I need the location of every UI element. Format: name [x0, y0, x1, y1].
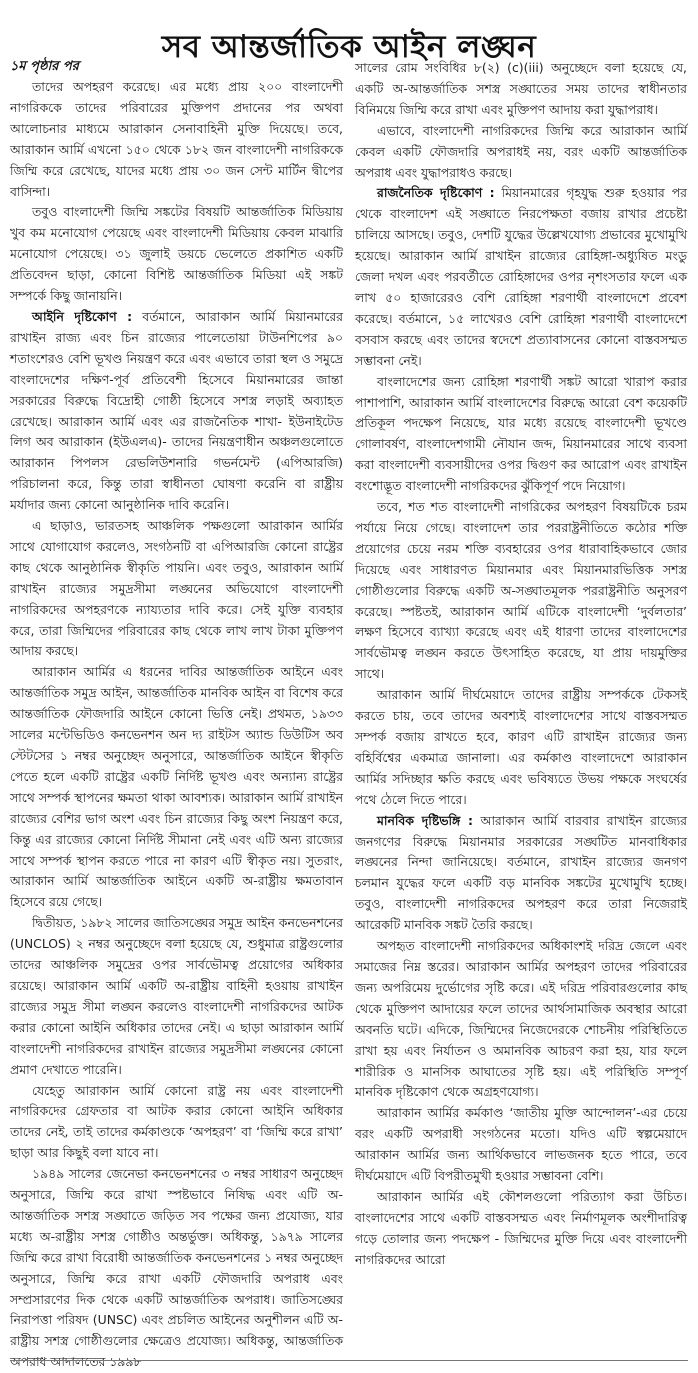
- paragraph-text: তাদের অপহরণ করেছে। এর মধ্যে প্রায় ২০০ বাংলাদেশী নাগরিককে তাদের পরিবারের মুক্তিপণ প্রদানের পর অথবা আলোচনার মাধ্যমে আরাকান সেনাবাহিনী মুক্তি দিয়েছে। তবে, আরাকান আর্মি এখনো ১৫০ থেকে ১৮২ জন বাংলাদেশী নাগরিককে জিম্মি করে রেখেছে, যাদের মধ্যে প্রায় ৩০ জন সেন্ট মার্টিন দ্বীপের বাসিন্দা।: [10, 79, 343, 199]
- paragraph-text: এ ছাড়াও, ভারতসহ আঞ্চলিক পক্ষগুলো আরাকান আর্মির সাথে যোগাযোগ করলেও, সংগঠনটি বা এপিআরজি কোনো রাষ্ট্রের কাছ থেকে আনুষ্ঠানিক স্বীকৃতি পায়নি। এবং তবুও, আরাকান আর্মি রাখাইন রাজ্যের সমুদ্রসীমা লঙ্ঘনের অভিযোগে বাংলাদেশী নাগরিকদের অপহরণকে ন্যায্যতার দাবি করে। সেই যুক্তি ব্যবহার করে, তারা জিম্মিদের পরিবারের কাছ থেকে লাখ লাখ টাকা মুক্তিপণ আদায় করছে।: [10, 518, 343, 659]
- paragraph: [10, 77, 343, 202]
- left-column-body: [10, 77, 343, 1373]
- paragraph: [10, 913, 343, 1080]
- paragraph-text: আরাকান আর্মির এই কৌশলগুলো পরিত্যাগ করা উচিত। বাংলাদেশের সাথে একটি বাস্তবসম্মত এবং নির্মাণমূলক অংশীদারিত্ব গড়ে তোলার জন্য পদক্ষেপ - জিম্মিদের মুক্তি দিয়ে এবং বাংলাদেশী নাগরিকদের আরো: [355, 1188, 687, 1267]
- paragraph-text: মিয়ানমারের গৃহযুদ্ধ শুরু হওয়ার পর থেকে বাংলাদেশ এই সঙ্ঘাতে নিরপেক্ষতা বজায় রাখার প্রচেষ্টা চালিয়ে আসছে। তবুও, দেশটি যুদ্ধের উল্লেখযোগ্য প্রভাবের মুখোমুখি হয়েছে। আরাকান আর্মি রাখাইন রাজ্যের রোহিঙ্গা-অধ্যুষিত মংডু জেলা দখল এবং পরবর্তীতে রোহিঙ্গাদের ওপর নৃশংসতার ফলে এক লাখ ৫০ হাজারেরও বেশি রোহিঙ্গা শরণার্থী বাংলাদেশে প্রবেশ করেছে। বর্তমানে, ১৫ লাখেরও বেশি রোহিঙ্গা শরণার্থী বাংলাদেশে বসবাস করছে এবং তাদের স্বদেশে প্রত্যাবাসনের কোনো বাস্তবসম্মত সম্ভাবনা নেই।: [355, 185, 687, 368]
- right-column: [355, 58, 687, 1271]
- paragraph: [355, 58, 687, 121]
- bottom-rule: [10, 1360, 688, 1361]
- continuation-label: ১ম পৃষ্ঠার পর: [10, 59, 79, 74]
- paragraph: [355, 1187, 687, 1271]
- paragraph: [355, 372, 687, 497]
- paragraph-text: অপহৃত বাংলাদেশী নাগরিকদের অধিকাংশই দরিদ্র জেলে এবং সমাজের নিম্ন স্তরের। আরাকান আর্মির অপহরণ তাদের পরিবারের জন্য অপরিমেয় দুর্ভোগের সৃষ্টি করে। এই দরিদ্র পরিবারগুলোর কাছ থেকে মুক্তিপণ আদায়ের ফলে তাদের আর্থসামাজিক অবস্থার আরো অবনতি ঘটে। এদিকে, জিম্মিদের নিজেদেরকে শোচনীয় পরিস্থিতিতে রাখা হয় এবং নির্যাতন ও অমানবিক আচরণ করা হয়, যার ফলে শারীরিক ও মানসিক আঘাতের সৃষ্টি হয়। এই পরিস্থিতি সম্পূর্ণ মানবিক দৃষ্টিকোণ থেকে অগ্রহণযোগ্য।: [355, 938, 687, 1100]
- right-column-body: [355, 58, 687, 1271]
- paragraph-text: দ্বিতীয়ত, ১৯৮২ সালের জাতিসঙ্ঘের সমুদ্র আইন কনভেনশনের (UNCLOS) ২ নম্বর অনুচ্ছেদে বলা হয়েছে যে, শুধুমাত্র রাষ্ট্রগুলোর তাদের আঞ্চলিক সমুদ্রের ওপর সার্বভৌমত্ব প্রয়োগের অধিকার রয়েছে। আরাকান আর্মি একটি অ-রাষ্ট্রীয় বাহিনী হওয়ায় রাখাইন রাজ্যের সমুদ্র সীমা লঙ্ঘন করলেও বাংলাদেশী নাগরিকদের আটক করার কোনো আইনি অধিকার তাদের নেই। এ ছাড়া আরাকান আর্মি বাংলাদেশী নাগরিকদের রাখাইন রাজ্যের সমুদ্রসীমা লঙ্ঘনের কোনো প্রমাণ দেখাতে পারেনি।: [10, 915, 343, 1077]
- paragraph: [355, 497, 687, 685]
- paragraph-text: আরাকান আর্মির কর্মকাণ্ড ‘জাতীয় মুক্তি আন্দোলন’-এর চেয়ে বরং একটি অপরাধী সংগঠনের মতো। যদিও এটি স্বল্পমেয়াদে আরাকান আর্মির জন্য আর্থিকভাবে লাভজনক হতে পারে, তবে দীর্ঘমেয়াদে এটি বিপরীতমুখী হওয়ার সম্ভাবনা বেশি।: [355, 1105, 687, 1184]
- section-subhead: মানবিক দৃষ্টিভঙ্গি :: [377, 812, 474, 828]
- paragraph: [355, 121, 687, 184]
- paragraph-text: বর্তমানে, আরাকান আর্মি মিয়ানমারের রাখাইন রাজ্য এবং চিন রাজ্যের পালেতোয়া টাউনশিপের ৯০ শতাংশেরও বেশি ভূখণ্ড নিয়ন্ত্রণ করে এবং এভাবে তারা স্থল ও সমুদ্রে বাংলাদেশের দক্ষিণ-পূর্ব প্রতিবেশী হিসেবে মিয়ানমারের জান্তা সরকারের বিরুদ্ধে বিদ্রোহী গোষ্ঠী হিসেবে সশস্ত্র লড়াই অব্যাহত রেখেছে। আরাকান আর্মি এবং এর রাজনৈতিক শাখা- ইউনাইটেড লিগ অব আরাকান (ইউএলএ)- তাদের নিয়ন্ত্রণাধীন অঞ্চলগুলোতে আরাকান পিপলস রেভলিউশনারি গভর্নমেন্ট (এপিআরজি) পরিচালনা করে, কিন্তু তারা স্বাধীনতা ঘোষণা করেনি বা রাষ্ট্রীয় মর্যাদার জন্য কোনো আনুষ্ঠানিক দাবি করেনি।: [10, 308, 343, 513]
- section-subhead: রাজনৈতিক দৃষ্টিকোণ :: [377, 185, 495, 201]
- paragraph: [10, 516, 343, 662]
- paragraph-text: আরাকান আর্মির এ ধরনের দাবির আন্তর্জাতিক আইনে এবং আন্তর্জাতিক সমুদ্র আইন, আন্তর্জাতিক মানবিক আইন বা বিশেষ করে আন্তর্জাতিক ফৌজদারি আইনে কোনো ভিত্তি নেই। প্রথমত, ১৯৩৩ সালের মন্টেভিডিও কনভেনশন অন দ্য রাইটস অ্যান্ড ডিউটিস অব স্টেটসের ১ নম্বর অনুচ্ছেদ অনুসারে, আন্তর্জাতিক আইনে স্বীকৃতি পেতে হলে একটি রাষ্ট্রের একটি নির্দিষ্ট ভূখণ্ড এবং অন্যান্য রাষ্ট্রের সাথে সম্পর্ক স্থাপনের ক্ষমতা থাকা আবশ্যক। আরাকান আর্মি রাখাইন রাজ্যের বেশির ভাগ অংশ এবং চিন রাজ্যের কিছু অংশ নিয়ন্ত্রণ করে, কিন্তু এর রাজ্যের কোনো নির্দিষ্ট সীমানা নেই এবং এটি অন্য রাজ্যের সাথে সম্পর্ক স্থাপন করতে পারে না কারণ এটি স্বীকৃত নয়। সুতরাং, আরাকান আর্মি আন্তর্জাতিক আইনে একটি অ-রাষ্ট্রীয় ক্ষমতাবান হিসেবে রয়ে গেছে।: [10, 664, 343, 910]
- section-subhead: আইনি দৃষ্টিকোণ :: [32, 308, 133, 324]
- paragraph: [355, 811, 687, 936]
- paragraph: [355, 183, 687, 371]
- paragraph-text: এভাবে, বাংলাদেশী নাগরিকদের জিম্মি করে আরাকান আর্মি কেবল একটি ফৌজদারি অপরাধই নয়, বরং একটি আন্তর্জাতিক অপরাধ এবং যুদ্ধাপরাধও করছে।: [355, 122, 687, 180]
- paragraph: [355, 1103, 687, 1187]
- paragraph-text: ১৯৪৯ সালের জেনেভা কনভেনশনের ৩ নম্বর সাধারণ অনুচ্ছেদ অনুসারে, জিম্মি করে রাখা স্পষ্টভাবে নিষিদ্ধ এবং এটি অ-আন্তর্জাতিক সশস্ত্র সঙ্ঘাতে জড়িত সব পক্ষের জন্য প্রযোজ্য, যার মধ্যে অ-রাষ্ট্রীয় সশস্ত্র গোষ্ঠীও অন্তর্ভুক্ত। অধিকন্তু, ১৯৭৯ সালের জিম্মি করে রাখা বিরোধী আন্তর্জাতিক কনভেনশনের ১ নম্বর অনুচ্ছেদ অনুসারে, জিম্মি করে রাখা একটি ফৌজদারি অপরাধ এবং সম্প্রসারণের দিক থেকে একটি আন্তর্জাতিক অপরাধ। জাতিসঙ্ঘের নিরাপত্তা পরিষদ (UNSC) এবং প্রচলিত আইনের অনুশীলন এটি অ-রাষ্ট্রীয় সশস্ত্র গোষ্ঠীগুলোর ক্ষেত্রেও প্রযোজ্য। অধিকন্তু, আন্তর্জাতিক অপরাধ আদালতের ১৯৯৮: [10, 1166, 343, 1370]
- headline: সব আন্তর্জাতিক আইন লঙ্ঘন: [161, 28, 537, 65]
- paragraph-text: যেহেতু আরাকান আর্মি কোনো রাষ্ট্র নয় এবং বাংলাদেশী নাগরিকদের গ্রেফতার বা আটক করার কোনো আইনি অধিকার তাদের নেই, তাই তাদের কর্মকাণ্ডকে ‘অপহরণ’ বা ‘জিম্মি করে রাখা’ ছাড়া আর কিছুই বলা যাবে না।: [10, 1082, 343, 1161]
- paragraph-text: আরাকান আর্মি বারবার রাখাইন রাজ্যের জনগণের বিরুদ্ধে মিয়ানমার সরকারের সঙ্ঘটিত মানবাধিকার লঙ্ঘনের নিন্দা জানিয়েছে। বর্তমানে, রাখাইন রাজ্যের জনগণ চলমান যুদ্ধের ফলে একটি বড় মানবিক সঙ্কটের মুখোমুখি হচ্ছে। তবুও, বাংলাদেশী নাগরিকদের অপহরণ করে তারা নিজেরাই আরেকটি মানবিক সঙ্কট তৈরি করছে।: [355, 812, 687, 933]
- paragraph: [10, 202, 343, 307]
- paragraph: [10, 1081, 343, 1165]
- paragraph-text: সালের রোম সংবিধির ৮(২) (c)(iii) অনুচ্ছেদে বলা হয়েছে যে, একটি অ-আন্তর্জাতিক সশস্ত্র সঙ্ঘাতের সময় তাদের স্বাধীনতার বিনিময়ে জিম্মি করে রাখা এবং মুক্তিপণ আদায় করা যুদ্ধাপরাধ।: [355, 60, 687, 117]
- left-column: [10, 56, 343, 1373]
- paragraph: [355, 936, 687, 1103]
- paragraph: [10, 662, 343, 913]
- paragraph: [10, 1164, 343, 1373]
- paragraph-text: আরাকান আর্মি দীর্ঘমেয়াদে তাদের রাষ্ট্রীয় সম্পর্ককে টেকসই করতে চায়, তবে তাদের অবশ্যই বাংলাদেশের সাথে বাস্তবসম্মত সম্পর্ক বজায় রাখতে হবে, কারণ এটি রাখাইন রাজ্যের জন্য বহির্বিশ্বের একমাত্র জানালা। এর কর্মকাণ্ড বাংলাদেশে আরাকান আর্মির সদিচ্ছার ক্ষতি করছে এবং ভবিষ্যতে উভয় পক্ষকে সংঘর্ষের পথে ঠেলে দিতে পারে।: [355, 687, 687, 807]
- paragraph-text: তবুও বাংলাদেশী জিম্মি সঙ্কটের বিষয়টি আন্তর্জাতিক মিডিয়ায় খুব কম মনোযোগ পেয়েছে এবং বাংলাদেশী মিডিয়ায় কেবল মাঝারি মনোযোগ পেয়েছে। ৩১ জুলাই ডয়চে ভেলেতে প্রকাশিত একটি প্রতিবেদন ছাড়া, কোনো বিশিষ্ট আন্তর্জাতিক মিডিয়া এই সঙ্কট সম্পর্কে কিছু জানায়নি।: [10, 204, 343, 304]
- paragraph-text: বাংলাদেশের জন্য রোহিঙ্গা শরণার্থী সঙ্কট আরো খারাপ করার পাশাপাশি, আরাকান আর্মি বাংলাদেশের বিরুদ্ধে আরো বেশ কয়েকটি প্রতিকূল পদক্ষেপ নিয়েছে, যার মধ্যে রয়েছে বাংলাদেশী ভূখণ্ডে গোলাবর্ষণ, বাংলাদেশগামী নৌযান জব্দ, মিয়ানমারের সাথে ব্যবসা করা বাংলাদেশী ব্যবসায়ীদের ওপর দ্বিগুণ কর আরোপ এবং রাখাইন বংশোদ্ভূত বাংলাদেশী নাগরিকদের ঝুঁকিপূর্ণ পদে নিয়োগ।: [355, 373, 687, 494]
- paragraph: [10, 307, 343, 516]
- paragraph-text: তবে, শত শত বাংলাদেশী নাগরিকের অপহরণ বিষয়টিকে চরম পর্যায়ে নিয়ে গেছে। বাংলাদেশ তার পররাষ্ট্রনীতিতে কঠোর শক্তি প্রয়োগের চেয়ে নরম শক্তি ব্যবহারের ওপর ধারাবাহিকভাবে জোর দিয়েছে এবং সাধারণত মিয়ানমার এবং মিয়ানমারভিত্তিক সশস্ত্র গোষ্ঠীগুলোর বিরুদ্ধে একটি অ-সঙ্ঘাতমূলক পররাষ্ট্রনীতি অনুসরণ করেছে। স্পষ্টতই, আরাকান আর্মি এটিকে বাংলাদেশী ‘দুর্বলতার’ লক্ষণ হিসেবে ব্যাখ্যা করেছে এবং এই ধারণা তাদের বাংলাদেশের সার্বভৌমত্ব লঙ্ঘন করতে উৎসাহিত করেছে, যা প্রায় দায়মুক্তির সাথে।: [355, 499, 687, 682]
- paragraph: [355, 685, 687, 810]
